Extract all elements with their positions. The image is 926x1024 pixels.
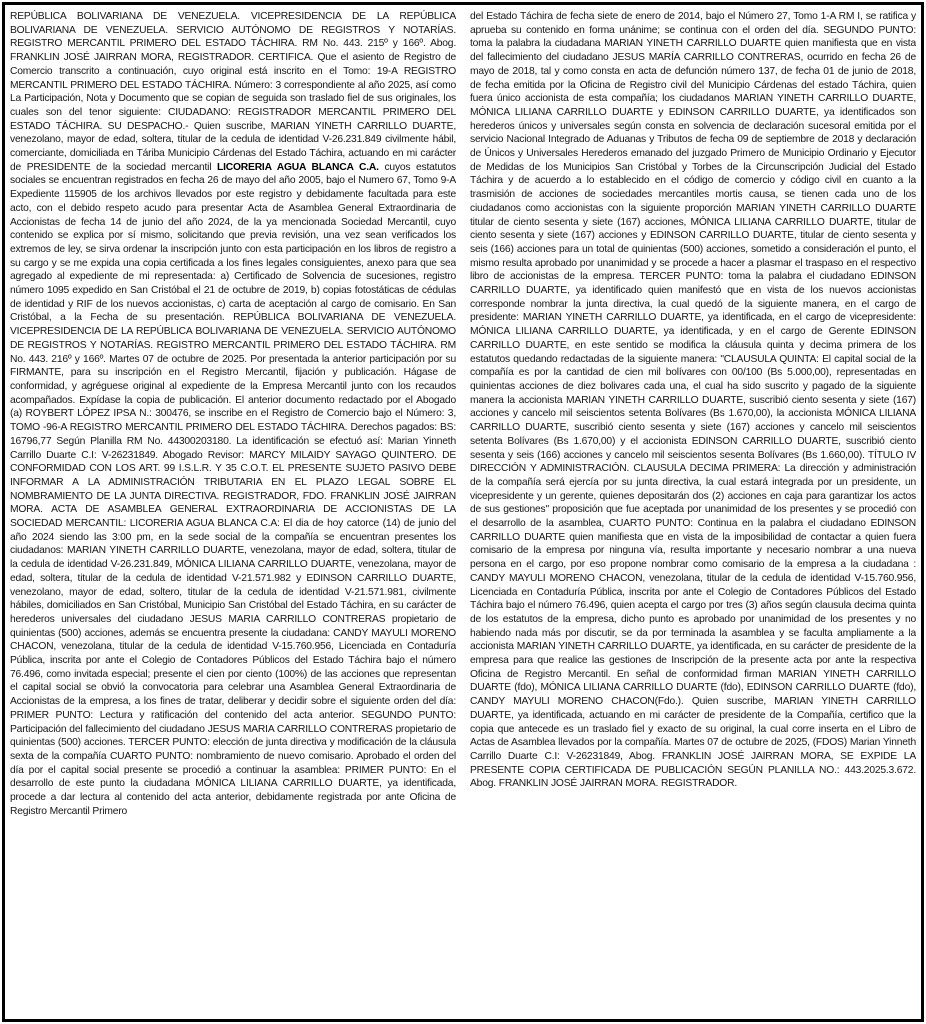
left-column-text-after-bold: cuyos estatutos sociales se encuentran registrados en fecha 26 de mayo del año 2005, bajo el Numero 67, Tomo 9-A Expediente 115905 de los archivos llevados por este registro y debidamente facultada para este acto, con el debido respeto acudo para presentar Acta de Asamblea General Extraordinaria de Accionistas de fecha 14 de junio del año 2024, de la ya mencionada Sociedad Mercantil, cuyo contenido se explica por sí mismo, solicitando que previa revisión, una vez sean verificados los extremos de ley, se sirva ordenar la inscripción junto con esta participación en los libros de registro a su cargo y se me expida una copia certificada a los fines legales consiguientes, anexo para que sea agregado al expediente de mi representada: a) Certificado de Solvencia de sucesiones, registro número 1095 expedido en San Cristóbal el 21 de octubre de 2019, b) copias fotostáticas de cédulas de identidad y RIF de los nuevos accionistas, c) carta de aceptación al cargo de comisario. En San Cristóbal, a la Fecha de su presentación. REPÚBLICA BOLIVARIANA DE VENEZUELA. VICEPRESIDENCIA DE LA REPÚBLICA BOLIVARIANA DE VENEZUELA. SERVICIO AUTÓNOMO DE REGISTROS Y NOTARÍAS. REGISTRO MERCANTIL PRIMERO DEL ESTADO TÁCHIRA. RM No. 443. 216º y 166º. Martes 07 de octubre de 2025. Por presentada la anterior participación por su FIRMANTE, para su inscripción en el Registro Mercantil, fijación y publicación. Hágase de conformidad, y agréguese original al expediente de la Empresa Mercantil junto con los recaudos acompañados. Expídase la copia de publicación. El anterior documento redactado por el Abogado (a) ROYBERT LÓPEZ IPSA N.: 300476, se inscribe en el Registro de Comercio bajo el Número: 3, TOMO -96-A REGISTRO MERCANTIL PRIMERO DEL ESTADO TÁCHIRA. Derechos pagados: BS: 16796,77 Según Planilla RM No. 44300203180. La identificación se efectuó así: Marian Yinneth Carrillo Duarte C.I: V-26231849. Abogado Revisor: MARCY MILAIDY SAYAGO QUINTERO. DE CONFORMIDAD CON LOS ART. 99 I.S.L.R. Y 35 C.O.T. EL PRESENTE SUJETO PASIVO DEBE INFORMAR A LA ADMINISTRACIÓN TRIBUTARIA EN EL PLAZO LEGAL SOBRE EL NOMBRAMIENTO DE LA JUNTA DIRECTIVA. REGISTRADOR, FDO. FRANKLIN JOSÉ JAIRRAN MORA. ACTA DE ASAMBLEA GENERAL EXTRAORDINARIA DE ACCIONISTAS DE LA SOCIEDAD MERCANTIL: LICORERIA AGUA BLANCA C.A: El dia de hoy catorce (14) de junio del año 2024 siendo las 3:00 pm, en la sede social de la compañía se encuentran presentes los ciudadanos: MARIAN YINETH CARRILLO DUARTE, venezolana, mayor de edad, soltera, titular de la cedula de identidad V-26.231.849, MÓNICA LILIANA CARRILLO DUARTE, venezolana, mayor de edad, soltera, titular de la cedula de identidad V-21.571.982 y EDINSON CARRILLO DUARTE, venezolano, mayor de edad, soltero, titular de la cedula de identidad V-21.571.981, civilmente hábiles, domiciliados en San Cristóbal, Municipio San Cristóbal del Estado Táchira, en su carácter de herederos universales del ciudadano JESUS MARIA CARRILLO CONTRERAS propietario de quinientas (500) acciones, además se encuentra presente la ciudadana: CANDY MAYULI MORENO CHACON, venezolana, titular de la cedula de identidad V-15.760.956, Licenciada en Contaduría Pública, inscrita por ante el Colegio de Contadores Públicos del Estado Táchira bajo el número 76.496, como invitada especial; presente el cien por ciento (100%) de las acciones que representan el capital social se obvió la convocatoria para celebrar una Asamblea General Extraordinaria de Accionistas de la empresa, a los fines de tratar, deliberar y decidir sobre el siguiente orden del día: PRIMER PUNTO: Lectura y ratificación del contenido del acta anterior. SEGUNDO PUNTO: Participación del fallecimiento del ciudadano JESUS MARIA CARRILLO CONTRERAS propietario de quinientas (500) acciones. TERCER PUNTO: elección de junta directiva y modificación de la cláusula sexta de la compañía CUARTO PUNTO: nombramiento de nuevo comisario. Aprobado el orden del día por el capital social presente se procedió a continuar la asamblea: PRIMER PUNTO: En el desarrollo de este punto la ciudadana MÓNICA LILIANA CARRILLO DUARTE, ya identificada, procede a dar lectura al contenido del acta anterior, debidamente registrada por ante Oficina de Registro Mercantil Primero [10,161,456,817]
right-column-text: del Estado Táchira de fecha siete de enero de 2014, bajo el Número 27, Tomo 1-A RM I, se ratifica y aprueba su contenido en forma unánime; se continua con el orden del día. SEGUNDO PUNTO: toma la palabra la ciudadana MARIAN YINETH CARRILLO DUARTE quien manifiesta que en vista del fallecimiento del ciudadano JESUS MARÍA CARRILLO CONTRERAS, ocurrido en fecha 26 de mayo de 2018, tal y como consta en acta de defunción número 137, de fecha 01 de junio de 2018, de fecha emitida por la Oficina de Registro civil del Municipio Cárdenas del estado Táchira, quien fuera único accionista de esta compañía; los ciudadanos MARIAN YINETH CARRILLO DUARTE, MÓNICA LILIANA CARRILLO DUARTE y EDINSON CARRILLO DUARTE, ya identificados son herederos únicos y universales según consta en solvencia de declaración sucesoral emitida por el servicio Nacional Integrado de Aduanas y Tributos de fecha 09 de septiembre de 2018 y declaración de Únicos y Universales Herederos emanado del juzgado Primero de Municipio Ordinario y Ejecutor de Medidas de los Municipios San Cristóbal y Torbes de la Circunscripción Judicial del Estado Táchira y de acuerdo a lo establecido en el código de comercio y código civil en cuanto a la trasmisión de acciones de sociedades mercantiles mortis causa, se tienen cada uno de los ciudadanos como accionistas con la siguiente proporción MARIAN YINETH CARRILLO DUARTE titular de ciento sesenta y siete (167) acciones, MÓNICA LILIANA CARRILLO DUARTE, titular de ciento sesenta y siete (167) acciones y EDINSON CARRILLO DUARTE, titular de ciento sesenta y seis (166) acciones para un total de quinientas (500) acciones, sometido a consideración el punto, el mismo resulta aprobado por unanimidad y se procede a hacer a plasmar el traspaso en el respectivo libro de accionistas de la empresa. TERCER PUNTO: toma la palabra el ciudadano EDINSON CARRILLO DUARTE, ya identificado quien manifestó que en vista de los nuevos accionistas corresponde nombrar la junta directiva, la cual quedó de la siguiente manera, en el cargo de presidente: MARIAN YINETH CARRILLO DUARTE, ya identificada, en el cargo de vicepresidente: MÓNICA LILIANA CARRILLO DUARTE, ya identificada, y en el cargo de Gerente EDINSON CARRILLO DUARTE, en este sentido se modifica la cláusula quinta y decima primera de los estatutos quedando redactadas de la siguiente manera: "CLAUSULA QUINTA: El capital social de la compañía es por la cantidad de cien mil bolívares con 00/100 (Bs 5.000,00), representadas en quinientas acciones de diez bolivares cada una, el cual ha sido suscrito y pagado de la siguiente manera la accionista MARIAN YINETH CARRILLO DUARTE, suscribió ciento sesenta y siete (167) acciones y cancelo mil seiscientos setenta Bolívares (Bs 1.670,00), la accionista MÓNICA LILIANA CARRILLO DUARTE, suscribió ciento sesenta y siete (167) acciones y cancelo mil seiscientos setenta Bolívares (Bs 1.670,00) y el accionista EDINSON CARRILLO DUARTE, suscribió ciento sesenta y seis (166) acciones y cancelo mil seiscientos sesenta Bolívares (Bs 1.660,00). TÍTULO IV DIRECCIÓN Y ADMINISTRACIÓN. CLAUSULA DECIMA PRIMERA: La dirección y administración de la compañía será ejercía por su junta directiva, la cual estará integrada por un presidente, un vicepresidente y un gerente, quienes depositarán dos (2) acciones en caja para garantizar los actos de sus gestiones" proposición que fue aceptada por unanimidad de los presentes y se procedió con el desarrollo de la asamblea, CUARTO PUNTO: Continua en la palabra el ciudadano EDINSON CARRILLO DUARTE quien manifiesta que en vista de la imposibilidad de contactar a quien fuera comisario de la empresa por ninguna vía, resulta importante y necesario nombrar a una nueva persona en el cargo, por eso propone nombrar como comisario de la empresa a la ciudadana : CANDY MAYULI MORENO CHACON, venezolana, titular de la cedula de identidad V-15.760.956, Licenciada en Contaduría Pública, inscrita por ante el Colegio de Contadores Públicos del Estado Táchira bajo el número 76.496, quien acepta el cargo por tres (3) años según clausula decima quinta de los estatutos de la empresa, dicho punto es aprobado por unanimidad de los presentes y no habiendo nada más por discutir, se da por terminada la asamblea y se faculta ampliamente a la accionista MARIAN YINETH CARRILLO DUARTE, ya identificada, en su carácter de presidente de la empresa para que realice las gestiones de Inscripción de la presente acta por ante la respectiva Oficina de Registro Mercantil. En señal de conformidad firman MARIAN YINETH CARRILLO DUARTE (fdo), MÓNICA LILIANA CARRILLO DUARTE (fdo), EDINSON CARRILLO DUARTE (fdo), CANDY MAYULI MORENO CHACON(Fdo.). Quien suscribe, MARIAN YINETH CARRILLO DUARTE, ya identificada, actuando en mi carácter de presidente de la Compañía, certifico que la copia que antecede es un traslado fiel y exacto de su original, la cual corre inserta en el Libro de Actas de Asamblea llevados por la compañía. Martes 07 de octubre de 2025, (FDOS) Marian Yinneth Carrillo Duarte C.I: V-26231849, Abog. FRANKLIN JOSÉ JAIRRAN MORA, SE EXPIDE LA PRESENTE COPIA CERTIFICADA DE PUBLICACIÓN SEGÚN PLANILLA NO.: 443.2025.3.672. Abog. FRANKLIN JOSÉ JAIRRAN MORA. REGISTRADOR. [470,11,916,790]
left-text-column [10,10,456,1014]
left-column-text-before-bold: REPÚBLICA BOLIVARIANA DE VENEZUELA. VICEPRESIDENCIA DE LA REPÚBLICA BOLIVARIANA DE VENEZUELA. SERVICIO AUTÓNOMO DE REGISTROS Y NOTARÍAS. REGISTRO MERCANTIL PRIMERO DEL ESTADO TÁCHIRA. RM No. 443. 215º y 166º. Abog. FRANKLIN JOSÉ JAIRRAN MORA, REGISTRADOR. CERTIFICA. Que el asiento de Registro de Comercio transcrito a continuación, cuyo original está inscrito en el Tomo: 19-A REGISTRO MERCANTIL PRIMERO DEL ESTADO TÁCHIRA. Número: 3 correspondiente al año 2025, así como La Participación, Nota y Documento que se copian de seguida son traslado fiel de sus originales, los cuales son del tenor siguiente: CIUDADANO: REGISTRADOR MERCANTIL PRIMERO DEL ESTADO TÁCHIRA. SU DESPACHO.- Quien suscribe, MARIAN YINETH CARRILLO DUARTE, venezolano, mayor de edad, soltera, titular de la cedula de identidad V-26.231.849 civilmente hábil, comerciante, domiciliada en Táriba Municipio Cárdenas del Estado Táchira, actuando en mi carácter de PRESIDENTE de la sociedad mercantil [10,11,456,173]
company-name-bold: LICORERIA AGUA BLANCA C.A. [217,161,379,173]
document-border-frame [2,2,924,1022]
two-column-text-layout [10,10,916,1014]
right-text-column [470,10,916,1014]
